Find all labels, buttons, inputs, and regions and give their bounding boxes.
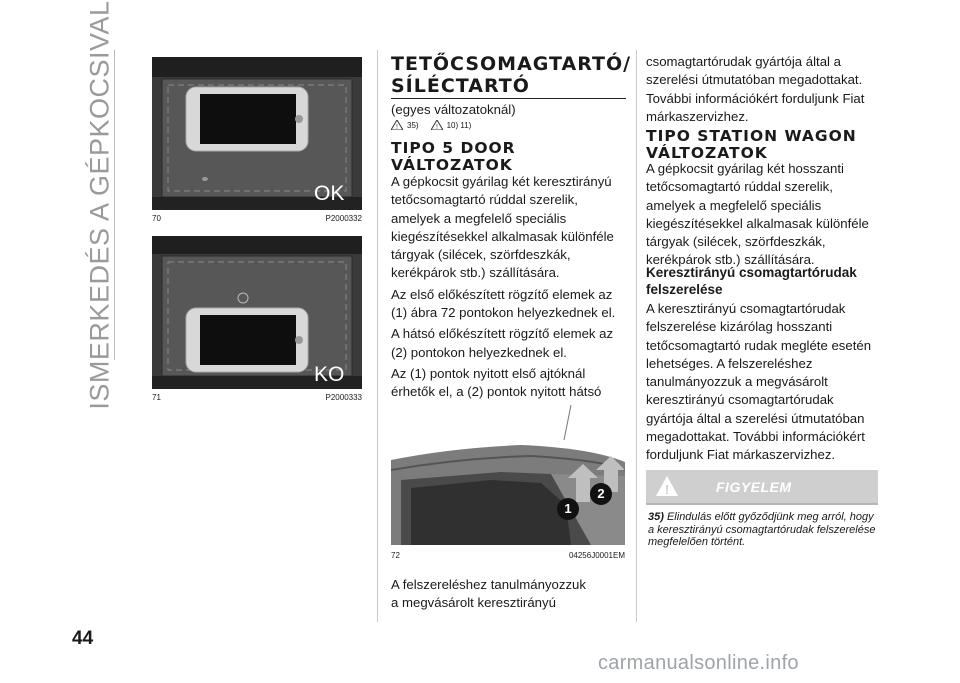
column-divider <box>377 50 378 622</box>
figure-71-image <box>152 236 362 389</box>
install-continued: csomagtartórudak gyártója által a szerelési útmutatóban megadottakat. További információkért forduljunk Fiat márkaszervizhez. <box>646 54 865 124</box>
figure-72-image <box>391 400 625 545</box>
figure-number: 71 <box>152 393 161 402</box>
figure-code: P2000333 <box>325 393 362 402</box>
section-title-sw: TIPO STATION WAGON VÁLTOZATOK <box>646 127 857 162</box>
warning-body <box>646 503 878 555</box>
figure-code: P2000332 <box>325 214 362 223</box>
caution-triangle-icon <box>431 120 443 130</box>
page-number: 44 <box>72 628 94 649</box>
paragraph: Az (1) pontok nyitott első ajtóknál érhetők el, a (2) pontok nyitott hátsó <box>391 365 602 400</box>
warning-text: Elindulás előtt győződjünk meg arról, hogy a keresztirányú csomagtartórudak felszerelése megfelelően történt. <box>648 511 876 548</box>
svg-text:!: ! <box>435 124 438 130</box>
marker-2: 2 <box>590 483 612 505</box>
reference-marks <box>391 120 471 130</box>
svg-text:!: ! <box>664 482 670 496</box>
side-divider <box>114 50 115 360</box>
subsection-title-cross: Keresztirányú csomagtartórudak felszerelése <box>646 265 857 297</box>
figure-71-caption <box>152 393 362 403</box>
paragraph: Az első előkészített rögzítő elemek az (1) ábra 72 pontokon helyezkednek el. <box>391 286 616 321</box>
subsection-body-cross: A keresztirányú csomagtartórudak felszerelése kizárólag hosszanti tetőcsomagtartó rudak megléte esetén lehetséges. A felszereléshez tanulmányozzuk a megvásárolt keresztirányú csomagtartórudak gyártója által a szerelési útmutatóban megadottakat. További információkért forduljunk Fiat márkaszervizhez. <box>646 301 872 463</box>
install-intro: A felszereléshez tanulmányozzuk a megvásárolt keresztirányú <box>391 577 586 611</box>
warning-ref: 35) <box>407 120 419 130</box>
page-title: TETŐCSOMAGTARTÓ/ SÍLÉCTARTÓ <box>391 53 632 97</box>
warning-icon <box>656 476 678 496</box>
section-body-tipo5 <box>391 173 627 423</box>
figure-70-ok-label: OK <box>314 182 345 205</box>
warning-box <box>646 470 878 555</box>
column-divider <box>636 50 637 622</box>
section-title-tipo5: TIPO 5 DOOR VÁLTOZATOK <box>391 139 516 174</box>
title-underline <box>391 98 626 99</box>
section-body-sw: A gépkocsit gyárilag két hosszanti tetőcsomagtartó rúddal szerelik, amelyek a megfelelő speciális kiegészítésekkel alkalmasak különféle tárgyak (silécek, szörfdeszkák, kerékpárok stb.) szállítására. <box>646 161 869 268</box>
warning-number: 35) <box>648 511 664 523</box>
figure-70-image <box>152 57 362 210</box>
figure-number: 72 <box>391 551 400 560</box>
svg-text:!: ! <box>396 124 398 130</box>
figure-72-caption <box>391 551 625 561</box>
marker-1: 1 <box>557 498 579 520</box>
subtitle: (egyes változatoknál) <box>391 102 516 117</box>
note-refs: 10) 11) <box>446 120 472 130</box>
warning-header <box>646 470 878 503</box>
paragraph: A hátsó előkészített rögzítő elemek az (2) pontokon helyezkednek el. <box>391 326 614 360</box>
figure-70-caption <box>152 214 362 224</box>
figure-number: 70 <box>152 214 161 223</box>
paragraph: A gépkocsit gyárilag két keresztirányú tetőcsomagtartó rúddal szerelik, amelyek a megfelelő speciális kiegészítésekkel alkalmasak különféle tárgyak (silécek, szörfdeszkák, kerékpárok stb.) szállítására. <box>391 174 614 281</box>
figure-71-ko-label: KO <box>314 363 345 386</box>
warning-title: FIGYELEM <box>716 479 792 495</box>
chapter-title: ISMERKEDÉS A GÉPKOCSIVAL <box>84 0 115 410</box>
warning-triangle-icon <box>391 120 403 130</box>
watermark: carmanualsonline.info <box>598 652 799 674</box>
figure-code: 04256J0001EM <box>568 551 625 560</box>
chapter-side-tab <box>84 0 115 410</box>
